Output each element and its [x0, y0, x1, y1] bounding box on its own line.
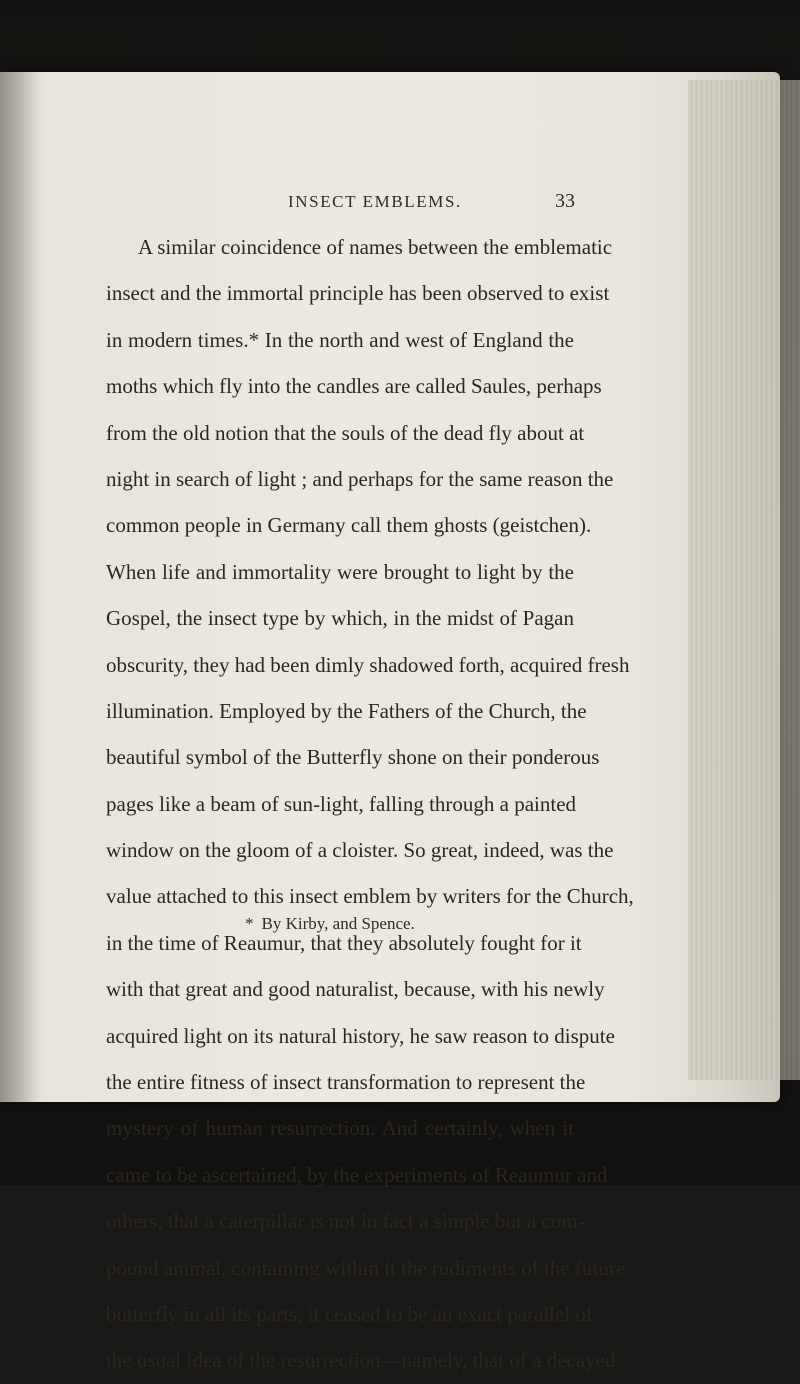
body-line: night in search of light ; and perhaps for the same reason the: [106, 466, 614, 491]
footnote: [245, 914, 415, 934]
body-line: A similar coincidence of names between the emblematic: [138, 235, 613, 259]
body-line: in modern times.* In the north and west of England the: [106, 327, 574, 352]
body-line: came to be ascertained, by the experiments of Reaumur and: [106, 1162, 608, 1187]
body-line: common people in Germany call them ghosts (geistchen).: [106, 513, 592, 538]
footnote-mark: *: [245, 914, 254, 933]
body-line: beautiful symbol of the Butterfly shone on their ponderous: [106, 745, 600, 770]
running-head-title: INSECT EMBLEMS.: [288, 192, 462, 211]
body-line: When life and immortality were brought to light by the: [106, 559, 574, 584]
body-line: others, that a caterpillar is not in fact a simple but a com-: [106, 1209, 585, 1234]
body-line: pound animal, containing within it the rudiments of the future: [106, 1255, 626, 1280]
body-line: acquired light on its natural history, he saw reason to dispute: [106, 1023, 615, 1048]
body-line: the entire fitness of insect transformation to represent the: [106, 1070, 586, 1095]
gutter-shadow: [0, 72, 40, 1102]
body-line: mystery of human resurrection. And certainly, when it: [106, 1116, 574, 1141]
body-line: butterfly in all its parts, it ceased to be an exact parallel of: [106, 1301, 593, 1326]
body-line: moths which fly into the candles are called Saules, perhaps: [106, 374, 602, 399]
body-line: obscurity, they had been dimly shadowed forth, acquired fresh: [106, 652, 630, 677]
body-line: window on the gloom of a cloister. So great, indeed, was the: [106, 838, 614, 863]
page-edges: [688, 80, 800, 1080]
body-text: [106, 224, 634, 1384]
footnote-text: By Kirby, and Spence.: [261, 914, 415, 933]
body-line: illumination. Employed by the Fathers of the Church, the: [106, 698, 587, 723]
body-line: pages like a beam of sun-light, falling through a painted: [106, 791, 577, 816]
running-head: [150, 192, 575, 222]
body-line: the usual idea of the resurrection—namely, that of a decayed: [106, 1348, 616, 1373]
page-number: 33: [555, 190, 575, 212]
body-line: value attached to this insect emblem by writers for the Church,: [106, 884, 634, 909]
body-line: with that great and good naturalist, because, with his newly: [106, 977, 605, 1002]
body-line: in the time of Reaumur, that they absolutely fought for it: [106, 930, 582, 955]
body-line: insect and the immortal principle has been observed to exist: [106, 281, 610, 306]
body-line: Gospel, the insect type by which, in the midst of Pagan: [106, 606, 574, 631]
body-line: from the old notion that the souls of the dead fly about at: [106, 420, 585, 445]
